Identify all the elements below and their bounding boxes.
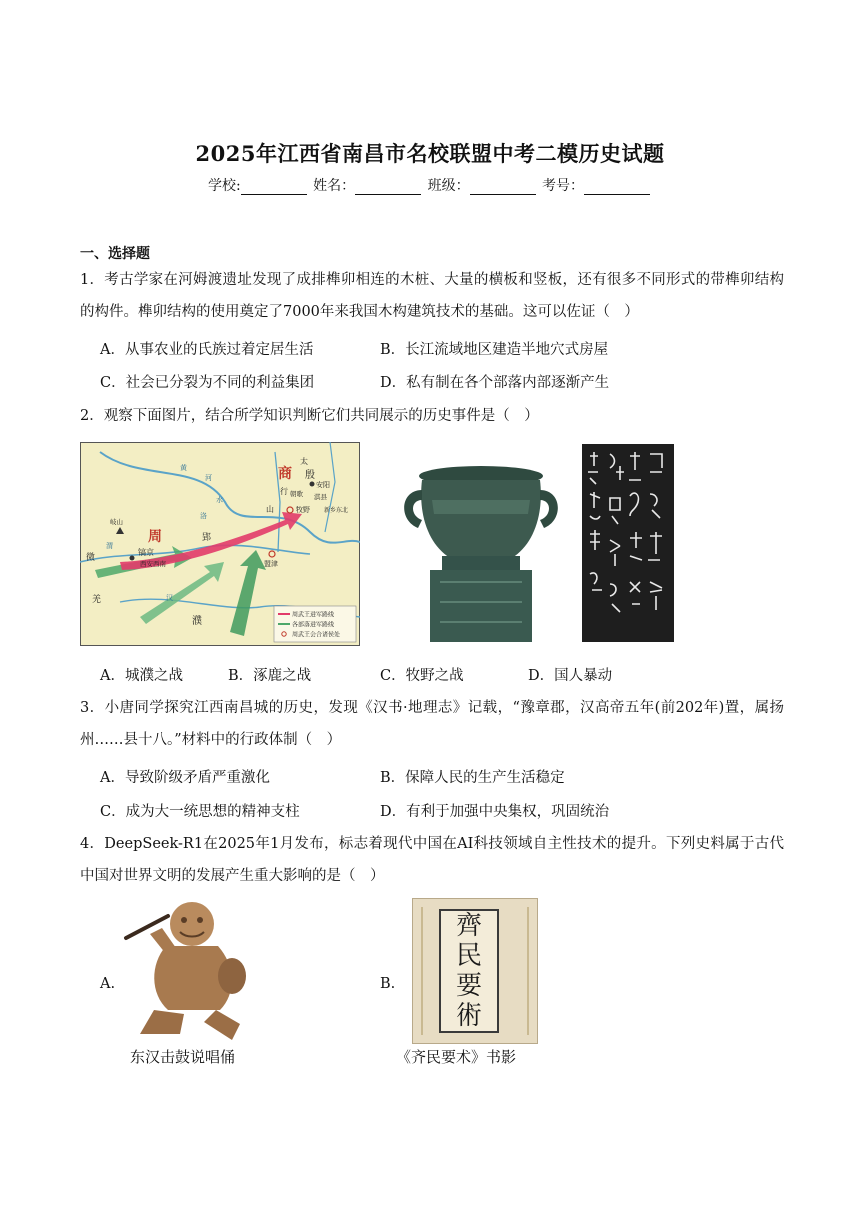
exam-no-label: 考号： bbox=[542, 178, 585, 194]
label-hang: 行 bbox=[280, 487, 288, 496]
label-shan: 山 bbox=[266, 505, 274, 514]
class-label: 班级： bbox=[427, 178, 470, 194]
q2-option-b[interactable]: B．涿鹿之战 bbox=[228, 668, 312, 684]
question-3-stem: 3．小唐同学探究江西南昌城的历史，发现《汉书·地理志》记载，“豫章郡，汉高帝五年(前202年)置，属扬州……县十八。”材料中的行政体制（ ） bbox=[80, 700, 784, 748]
exam-no-blank[interactable] bbox=[584, 180, 650, 195]
label-anyang: 安阳 bbox=[316, 481, 330, 489]
q2-option-d[interactable]: D．国人暴动 bbox=[528, 668, 613, 684]
label-yin: 殷 bbox=[305, 470, 315, 481]
vessel-band bbox=[432, 500, 530, 514]
label-river-he: 河 bbox=[205, 474, 212, 482]
q4-caption-a: 东汉击鼓说唱俑 bbox=[130, 1048, 236, 1066]
class-blank[interactable] bbox=[470, 180, 536, 195]
vessel-bowl bbox=[421, 480, 541, 558]
storyteller-figurine-image bbox=[120, 894, 270, 1044]
label-mengjin: 盟津 bbox=[264, 560, 278, 568]
q1-option-d[interactable]: D．私有制在各个部落内部逐渐产生 bbox=[380, 375, 610, 391]
label-zhou: 周 bbox=[148, 529, 162, 545]
name-blank[interactable] bbox=[355, 180, 421, 195]
label-tai: 太 bbox=[300, 457, 308, 466]
label-muye: 牧野 bbox=[296, 506, 310, 514]
label-river-weishui: 渭 bbox=[106, 542, 113, 550]
figurine-drum bbox=[218, 958, 246, 994]
q2-option-a[interactable]: A．城濮之战 bbox=[100, 668, 183, 684]
vessel-pedestal bbox=[430, 570, 532, 642]
q2-option-c[interactable]: C．牧野之战 bbox=[380, 668, 464, 684]
question-4-stem: 4．DeepSeek-R1在2025年1月发布，标志着现代中国在AI科技领域自主性技术的提升。下列史料属于古代中国对世界文明的发展产生重大影响的是（ ） bbox=[80, 836, 784, 884]
label-pu: 濮 bbox=[192, 616, 202, 627]
q1-option-c[interactable]: C．社会已分裂为不同的利益集团 bbox=[100, 375, 315, 391]
label-river-huang: 黄 bbox=[180, 464, 187, 472]
figurine-leg-right bbox=[204, 1010, 240, 1040]
label-river-shui: 水 bbox=[216, 496, 223, 504]
q3-option-c[interactable]: C．成为大一统思想的精神支柱 bbox=[100, 804, 300, 820]
label-yu: 郢 bbox=[202, 533, 212, 543]
q1-option-a[interactable]: A．从事农业的氏族过着定居生活 bbox=[100, 342, 314, 358]
book-title-char-3: 要 bbox=[455, 971, 482, 1001]
li-gui-bronze-vessel-image bbox=[392, 444, 570, 644]
book-title-char-2: 民 bbox=[455, 941, 482, 971]
haojing-marker bbox=[130, 556, 135, 561]
question-2-stem: 2．观察下面图片，结合所学知识判断它们共同展示的历史事件是（ ） bbox=[80, 408, 539, 424]
legend-item-1: 周武王进军路线 bbox=[292, 611, 335, 619]
q4-option-a-label[interactable]: A. bbox=[100, 976, 116, 992]
book-title-slip bbox=[439, 909, 499, 1033]
label-shang: 商 bbox=[278, 466, 292, 482]
book-title-char-4: 術 bbox=[455, 1001, 482, 1031]
section-heading: 一、选择题 bbox=[80, 246, 150, 262]
label-xian: 西安西南 bbox=[140, 560, 166, 568]
book-border-line-right bbox=[527, 907, 529, 1035]
q3-option-a[interactable]: A．导致阶级矛盾严重激化 bbox=[100, 770, 270, 786]
figurine-head bbox=[170, 902, 214, 946]
qimin-yaoshu-book-image bbox=[412, 898, 538, 1044]
legend-item-3: 周武王会合诸侯处 bbox=[292, 631, 341, 639]
vessel-foot bbox=[442, 556, 520, 570]
school-blank[interactable] bbox=[241, 180, 307, 195]
student-info-line bbox=[0, 175, 860, 195]
book-border-line-left bbox=[421, 907, 423, 1035]
book-title-text bbox=[441, 911, 497, 1031]
figurine-leg-left bbox=[140, 1010, 184, 1034]
q4-option-b-label[interactable]: B. bbox=[380, 976, 396, 992]
name-label: 姓名： bbox=[313, 178, 356, 194]
label-qishan: 岐山 bbox=[110, 518, 123, 526]
figurine-eye-right bbox=[197, 917, 203, 923]
book-title-char-1: 齊 bbox=[455, 911, 482, 941]
label-river-han: 汉 bbox=[166, 594, 173, 602]
label-haojing: 镐京 bbox=[138, 548, 154, 557]
q3-option-b[interactable]: B．保障人民的生产生活稳定 bbox=[380, 770, 565, 786]
q4-caption-b: 《齐民要术》书影 bbox=[396, 1048, 517, 1066]
school-label: 学校: bbox=[207, 178, 241, 194]
label-qiang: 羌 bbox=[92, 595, 102, 605]
figurine-eye-left bbox=[181, 917, 187, 923]
label-luo: 洛 bbox=[200, 512, 207, 520]
anyang-marker bbox=[310, 482, 315, 487]
q3-option-d[interactable]: D．有利于加强中央集权，巩固统治 bbox=[380, 804, 610, 820]
q1-option-b[interactable]: B．长江流域地区建造半地穴式房屋 bbox=[380, 342, 609, 358]
muye-battle-map bbox=[80, 442, 360, 646]
li-gui-inscription-rubbing bbox=[582, 444, 674, 642]
label-qiyang: 淇县 bbox=[314, 493, 327, 501]
label-zhaoge: 朝歌 bbox=[290, 490, 303, 498]
label-wei-region: 微 bbox=[86, 553, 96, 563]
legend-item-2: 各部落进军路线 bbox=[292, 621, 335, 629]
question-1-stem: 1．考古学家在河姆渡遗址发现了成排榫卯相连的木桩、大量的横板和竖板，还有很多不同形式的带榫卯结构的构件。榫卯结构的使用奠定了7000年来我国木构建筑技术的基础。这可以佐证（ ） bbox=[80, 272, 784, 320]
page-title: 2025年江西省南昌市名校联盟中考二模历史试题 bbox=[195, 141, 665, 166]
label-xinxiang: 新乡东北 bbox=[324, 507, 349, 514]
